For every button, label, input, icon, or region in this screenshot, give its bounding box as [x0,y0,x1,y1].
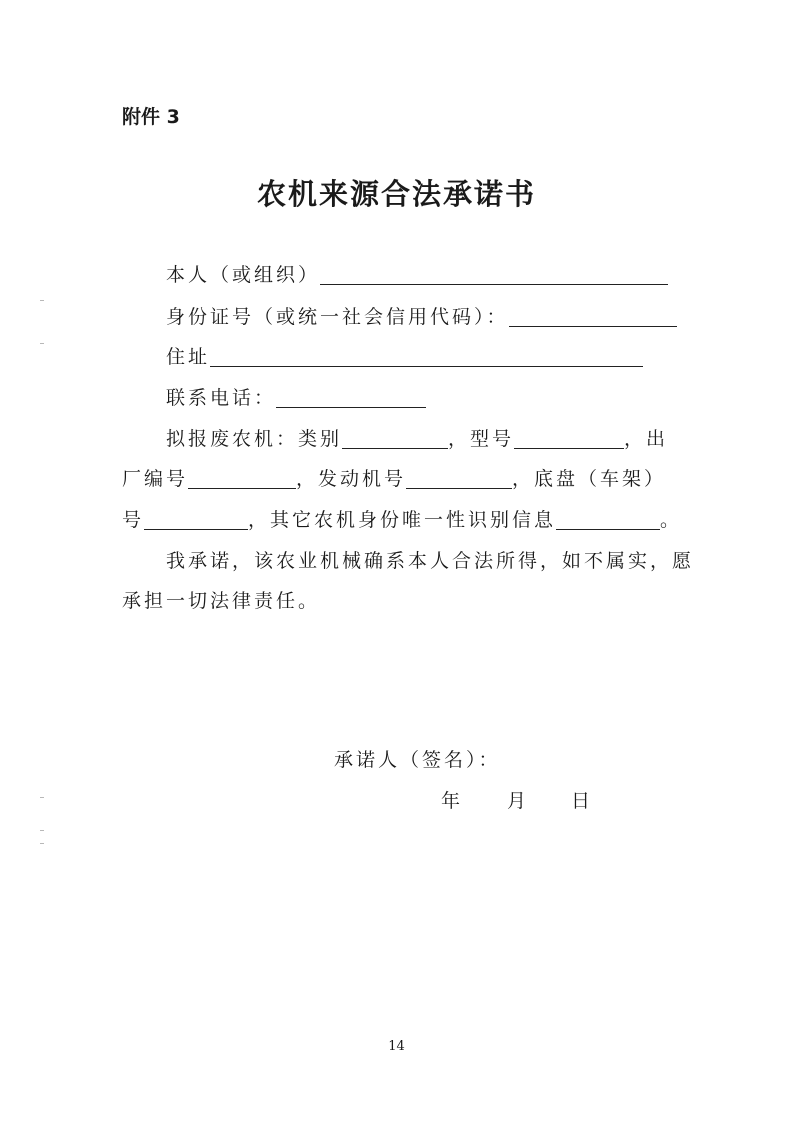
category-blank[interactable] [342,428,448,449]
attachment-label: 附件 3 [122,106,180,128]
id-row [166,305,677,329]
month-label: 月 [507,790,530,812]
engine-number-blank[interactable] [406,468,512,489]
address-blank[interactable] [210,346,643,367]
address-row [166,345,643,369]
category-label: 拟报废农机：类别 [166,428,343,450]
engine-number-label: ，发动机号 [296,468,407,490]
page-number: 14 [388,1039,405,1054]
chassis-blank[interactable] [144,509,248,530]
person-label: 本人（或组织） [166,264,321,286]
phone-row [166,386,426,410]
machine-line-2 [122,467,666,491]
machine-line-1 [166,427,668,451]
model-label: ，型号 [448,428,515,450]
phone-label: 联系电话： [166,387,277,409]
factory-number-label: 厂编号 [122,468,189,490]
id-blank[interactable] [509,306,677,327]
model-blank[interactable] [514,428,624,449]
signature-label: 承诺人（签名）： [334,749,501,771]
id-label: 身份证号（或统一社会信用代码）： [166,306,509,328]
scan-mark [40,830,44,831]
scan-mark [40,300,44,301]
scan-mark [40,797,44,798]
document-title: 农机来源合法承诺书 [256,177,536,211]
other-id-blank[interactable] [556,509,660,530]
pledge-line-2: 承担一切法律责任。 [122,590,321,612]
phone-blank[interactable] [276,387,426,408]
factory-number-blank[interactable] [188,468,296,489]
factory-label-start: ，出 [624,428,669,450]
day-label: 日 [571,790,594,812]
person-row [166,263,668,287]
line-end-mark: 。 [660,509,683,531]
other-id-label: ，其它农机身份唯一性识别信息 [248,509,557,531]
year-label: 年 [441,790,464,812]
person-blank[interactable] [320,264,668,285]
chassis-label-end: 号 [122,509,145,531]
pledge-line-1: 我承诺，该农业机械确系本人合法所得，如不属实，愿 [166,550,695,572]
address-label: 住址 [166,346,211,368]
scan-mark [40,343,44,344]
chassis-label: ，底盘（车架） [512,468,667,490]
machine-line-3 [122,508,682,532]
scan-mark [40,843,44,844]
